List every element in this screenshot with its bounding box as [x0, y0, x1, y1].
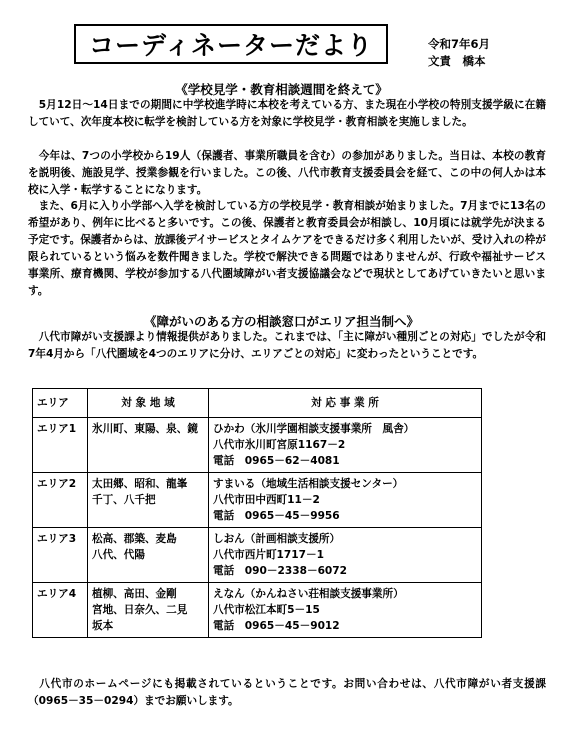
area-name: エリア3	[33, 528, 88, 583]
section2-heading: 《障がいのある方の相談窓口がエリア担当制へ》	[143, 314, 419, 329]
section1-heading: 《学校見学・教育相談週間を終えて》	[175, 82, 388, 97]
target-region: 太田郷、昭和、龍峯 千丁、八千把	[88, 473, 209, 528]
newsletter-title: コーディネーターだより	[74, 24, 388, 64]
section1-paragraph-2: 今年は、7つの小学校から19人（保護者、事業所職員を含む）の参加がありました。当日は、本校の教育を説明後、施設見学、授業参観を行いました。この後、八代市教育支援委員会を経て、この中の何人かは本校に入学・転学することになります。	[28, 150, 546, 196]
author-credit: 文責 橋本	[428, 54, 486, 68]
area-table	[32, 388, 482, 638]
column-header-region: 対 象 地 域	[88, 389, 209, 418]
office-name: しおん（計画相談支援所）	[213, 533, 341, 545]
area-name: エリア4	[33, 583, 88, 638]
target-region: 氷川町、東陽、泉、鏡	[88, 418, 209, 473]
office-phone: 電話 0965－62－4081	[213, 455, 340, 467]
office-info	[209, 418, 482, 473]
table-row	[33, 473, 482, 528]
office-address: 八代市田中西町11－2	[213, 494, 320, 506]
office-address: 八代市松江本町5－15	[213, 604, 320, 616]
section2-paragraph: 八代市障がい支援課より情報提供がありました。これまでは、「主に障がい種別ごとの対応」でしたが令和7年4月から「八代圏域を4つのエリアに分け、エリアごとの対応」に変わったということです。	[28, 331, 546, 360]
office-info	[209, 528, 482, 583]
office-address: 八代市氷川町宮原1167－2	[213, 439, 346, 451]
office-phone: 電話 0965－45－9012	[213, 620, 340, 632]
office-name: ひかわ（氷川学園相談支援事業所 風舎）	[213, 423, 415, 435]
area-name: エリア1	[33, 418, 88, 473]
area-name: エリア2	[33, 473, 88, 528]
footer-paragraph: 八代市のホームページにも掲載されているということです。お問い合わせは、八代市障がい者支援課（0965－35－0294）までお願いします。	[28, 678, 546, 707]
office-name: すまいる（地域生活相談支援センター）	[213, 478, 404, 490]
table-header-row	[33, 389, 482, 418]
office-name: えなん（かんねさい荘相談支援事業所）	[213, 588, 404, 600]
table-row	[33, 583, 482, 638]
table-row	[33, 418, 482, 473]
section1-paragraph-3: また、6月に入り小学部へ入学を検討している方の学校見学・教育相談が始まりました。7月までに13名の希望があり、例年に比べると多いです。この後、保護者と教育委員会が相談し、10月頃には就学先が決まる予定です。保護者からは、放課後デイサービスとタイムケアをできるだけ多く利用したいが、受け入れの枠が限られているという悩みを数件聞きました。学校で解決できる問題ではありませんが、行政や福祉サービス事業所、療育機関、学校が参加する八代圏域障がい者支援協議会などで現状としてあげていきたいと思います。	[28, 200, 546, 297]
office-info	[209, 473, 482, 528]
column-header-office: 対 応 事 業 所	[209, 389, 482, 418]
table-row	[33, 528, 482, 583]
office-info	[209, 583, 482, 638]
office-phone: 電話 090－2338－6072	[213, 565, 348, 577]
issue-date: 令和7年6月	[428, 37, 491, 51]
column-header-area: エリア	[33, 389, 88, 418]
target-region: 松高、郡築、麦島 八代、代陽	[88, 528, 209, 583]
office-address: 八代市西片町1717－1	[213, 549, 325, 561]
target-region: 植柳、高田、金剛 宮地、日奈久、二見 坂本	[88, 583, 209, 638]
section1-paragraph-1: 5月12日～14日までの期間に中学校進学時に本校を考えている方、また現在小学校の特別支援学級に在籍していて、次年度本校に転学を検討している方を対象に学校見学・教育相談を実施しました。	[28, 99, 546, 128]
office-phone: 電話 0965－45－9956	[213, 510, 340, 522]
